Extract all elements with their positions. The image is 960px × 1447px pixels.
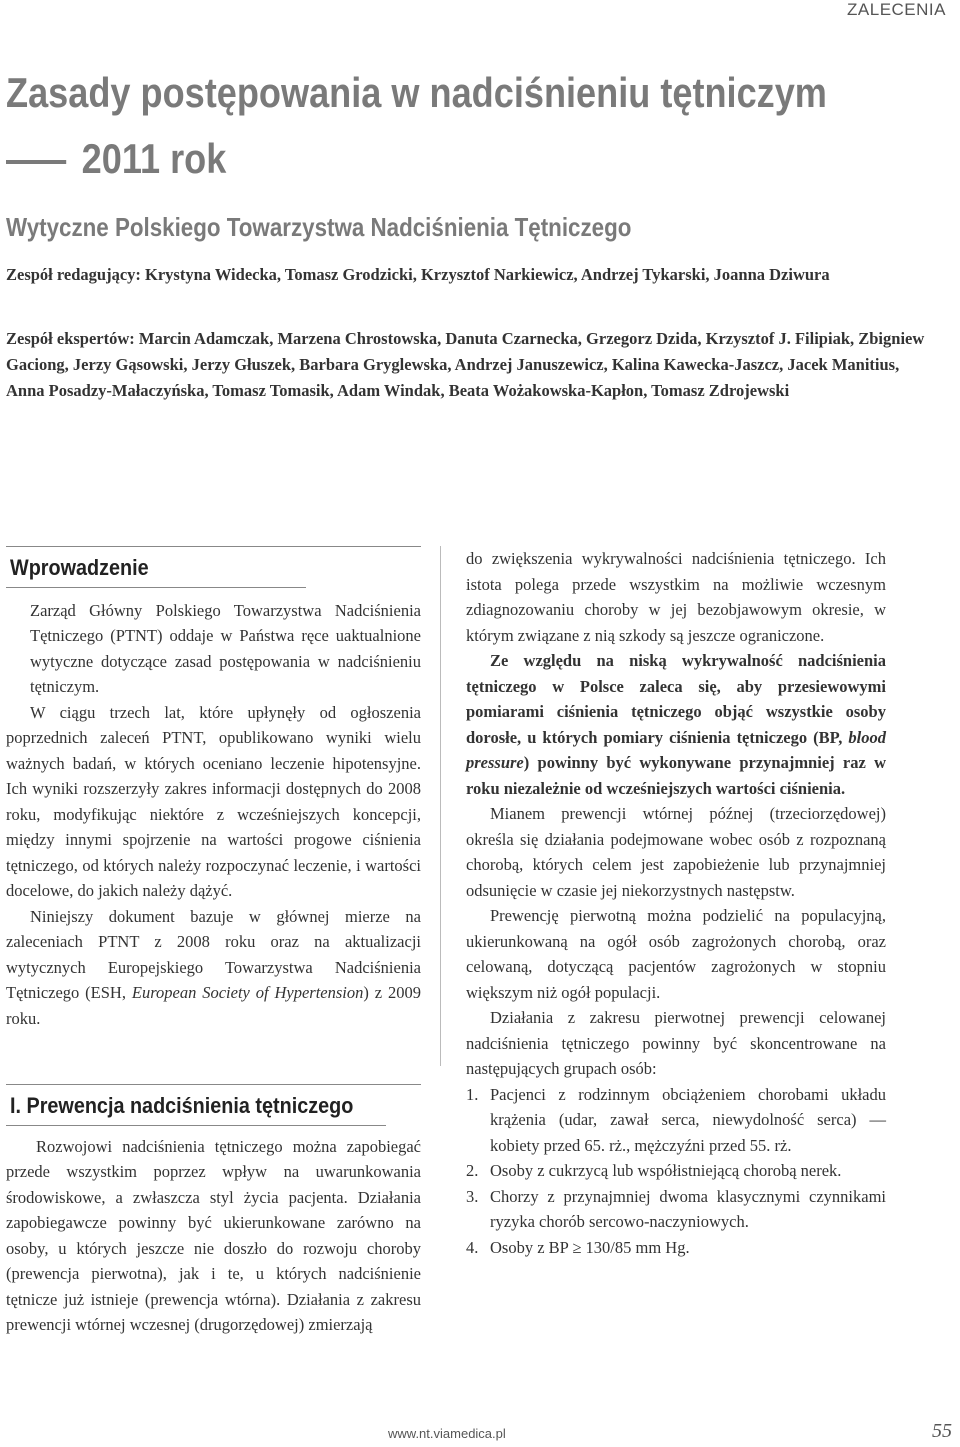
right-paragraph-4: Działania z zakresu pierwotnej prewencji celowanej nadciśnienia tętniczego powinny być skoncentrowane na następujących grupach osób: [466, 1008, 886, 1078]
list-item [466, 1082, 886, 1159]
list-item-number: 3. [466, 1186, 479, 1206]
recommendation-emphasis: blood pressure [466, 727, 886, 772]
title-line-2: 2011 rok [81, 135, 227, 182]
intro-paragraph-2: W ciągu trzech lat, które upłynęły od ogłoszenia poprzednich zaleceń PTNT, opublikowano wyniki wielu ważnych badań, w których oceniano leczenie hipotensyjne. Ich wyniki rozszerzyły zakres informacji dostępnych do 2008 roku, modyfikując niektóre z wcześniejszych koncepcji, między innymi spojrzenie na wartości progowe ciśnienia tętniczego, od których należy rozpoczynać leczenie, i wartości docelowe, do jakich należy dążyć. [6, 702, 421, 900]
list-item [466, 1184, 886, 1235]
title-line-1: Zasady postępowania w nadciśnieniu tętniczym [6, 69, 827, 116]
page-number: 55 [932, 1420, 952, 1442]
title-dash [6, 160, 66, 164]
intro-heading-rule [6, 587, 306, 588]
prevention-heading: I. Prewencja nadciśnienia tętniczego [10, 1093, 354, 1118]
prevention-heading-block [6, 1084, 421, 1125]
list-item [466, 1158, 886, 1184]
intro-p3-emphasis: European Society of Hypertension [131, 983, 364, 1002]
editors-list: Zespół redagujący: Krystyna Widecka, Tomasz Grodzicki, Krzysztof Narkiewicz, Andrzej Tykarski, Joanna Dziwura [6, 265, 830, 284]
list-item-text: Osoby z cukrzycą lub współistniejącą chorobą nerek. [490, 1161, 842, 1180]
prevention-paragraph-1: Rozwojowi nadciśnienia tętniczego można zapobiegać przede wszystkim poprzez wpływ na uwarunkowania środowiskowe, a zwłaszcza styl życia pacjenta. Działania zapobiegawcze powinny być ukierunkowane zarówno na osoby, u których jeszcze nie doszło do rozwoju choroby (prewencja pierwotna), jak i te, u których nadciśnienie tętnicze już istnieje (prewencja wtórna). Działania z zakresu prewencji wtórnej wczesnej (drugorzędowej) zmierzają [6, 1136, 421, 1334]
article-subtitle: Wytyczne Polskiego Towarzystwa Nadciśnienia Tętniczego [6, 212, 632, 242]
prevention-heading-rule [6, 1125, 386, 1126]
intro-p3-text-b: ) z 2009 roku. [6, 983, 421, 1028]
right-paragraph-2: Mianem prewencji wtórnej późnej (trzeciorzędowej) określa się działania podejmowane wobec osób z rozpoznaną chorobą, których celem jest zapobieżenie lub przynajmniej odsunięcie w czasie jej niekorzystnych następstw. [466, 804, 886, 900]
list-item-number: 1. [466, 1084, 479, 1104]
footer-url: www.nt.viamedica.pl [388, 1426, 506, 1441]
left-column [6, 546, 421, 1031]
intro-heading-block [6, 546, 421, 587]
risk-groups-list [466, 1082, 886, 1261]
right-paragraph-3: Prewencję pierwotną można podzielić na populacyjną, ukierunkowaną na ogół osób zagrożonych chorobą, oraz celowaną, dotyczącą pacjentów zagrożonych w stopniu większym niż ogół populacji. [466, 906, 886, 1002]
right-paragraph-0: do zwiększenia wykrywalności nadciśnienia tętniczego. Ich istota polega przede wszystkim na możliwie wczesnym zdiagnozowaniu choroby w jej bezobjawowym okresie, w którym związane z nią szkody są jeszcze ograniczone. [466, 549, 886, 645]
intro-heading: Wprowadzenie [10, 555, 149, 580]
recommendation-text-a: Ze względu na niską wykrywalność nadciśnienia tętniczego w Polsce zaleca się, aby przesiewowymi pomiarami ciśnienia tętniczego objąć wszystkie osoby dorosłe, u których pomiary ciśnienia tętniczego (BP, [466, 651, 886, 747]
section-tag: ZALECENIA [847, 0, 946, 19]
recommendation-text-b: ) powinny być wykonywane przynajmniej raz w roku niezależnie od wcześniejszych wartości ciśnienia. [466, 753, 886, 798]
prevention-block [6, 1084, 421, 1338]
list-item-number: 2. [466, 1161, 479, 1180]
list-item-number: 4. [466, 1237, 479, 1257]
list-item-text: Osoby z BP ≥ 130/85 mm Hg. [490, 1237, 690, 1257]
intro-paragraph-1: Zarząd Główny Polskiego Towarzystwa Nadciśnienia Tętniczego (PTNT) oddaje w Państwa ręce uaktualnione wytyczne dotyczące zasad postępowania w nadciśnieniu tętniczym. [30, 600, 421, 696]
recommendation-paragraph [466, 648, 886, 801]
column-divider [440, 546, 441, 1066]
intro-p3-text-a: Niniejszy dokument bazuje w głównej mierze na zaleceniach PTNT z 2008 roku oraz na aktualizacji wytycznych Europejskiego Towarzystwa Nadciśnienia Tętniczego (ESH, [6, 906, 421, 1002]
article-title [6, 60, 827, 192]
right-column [466, 546, 886, 1260]
list-item-text: Chorzy z przynajmniej dwoma klasycznymi czynnikami ryzyka chorób sercowo-naczyniowych. [490, 1186, 886, 1231]
intro-paragraph-3 [6, 904, 421, 1032]
list-item-text: Pacjenci z rodzinnym obciążeniem chorobami układu krążenia (udar, zawał serca, niewydolność serca) — kobiety przed 65. rż., mężczyźni przed 55. rż. [490, 1084, 886, 1155]
list-item [466, 1235, 886, 1261]
experts-list: Zespół ekspertów: Marcin Adamczak, Marzena Chrostowska, Danuta Czarnecka, Grzegorz Dzida, Krzysztof J. Filipiak, Zbigniew Gaciong, Jerzy Gąsowski, Jerzy Głuszek, Barbara Gryglewska, Andrzej Januszewicz, Kalina Kawecka-Jaszcz, Jacek Manitius, Anna Posadzy-Małaczyńska, Tomasz Tomasik, Adam Windak, Beata Wożakowska-Kapłon, Tomasz Zdrojewski [6, 329, 925, 400]
